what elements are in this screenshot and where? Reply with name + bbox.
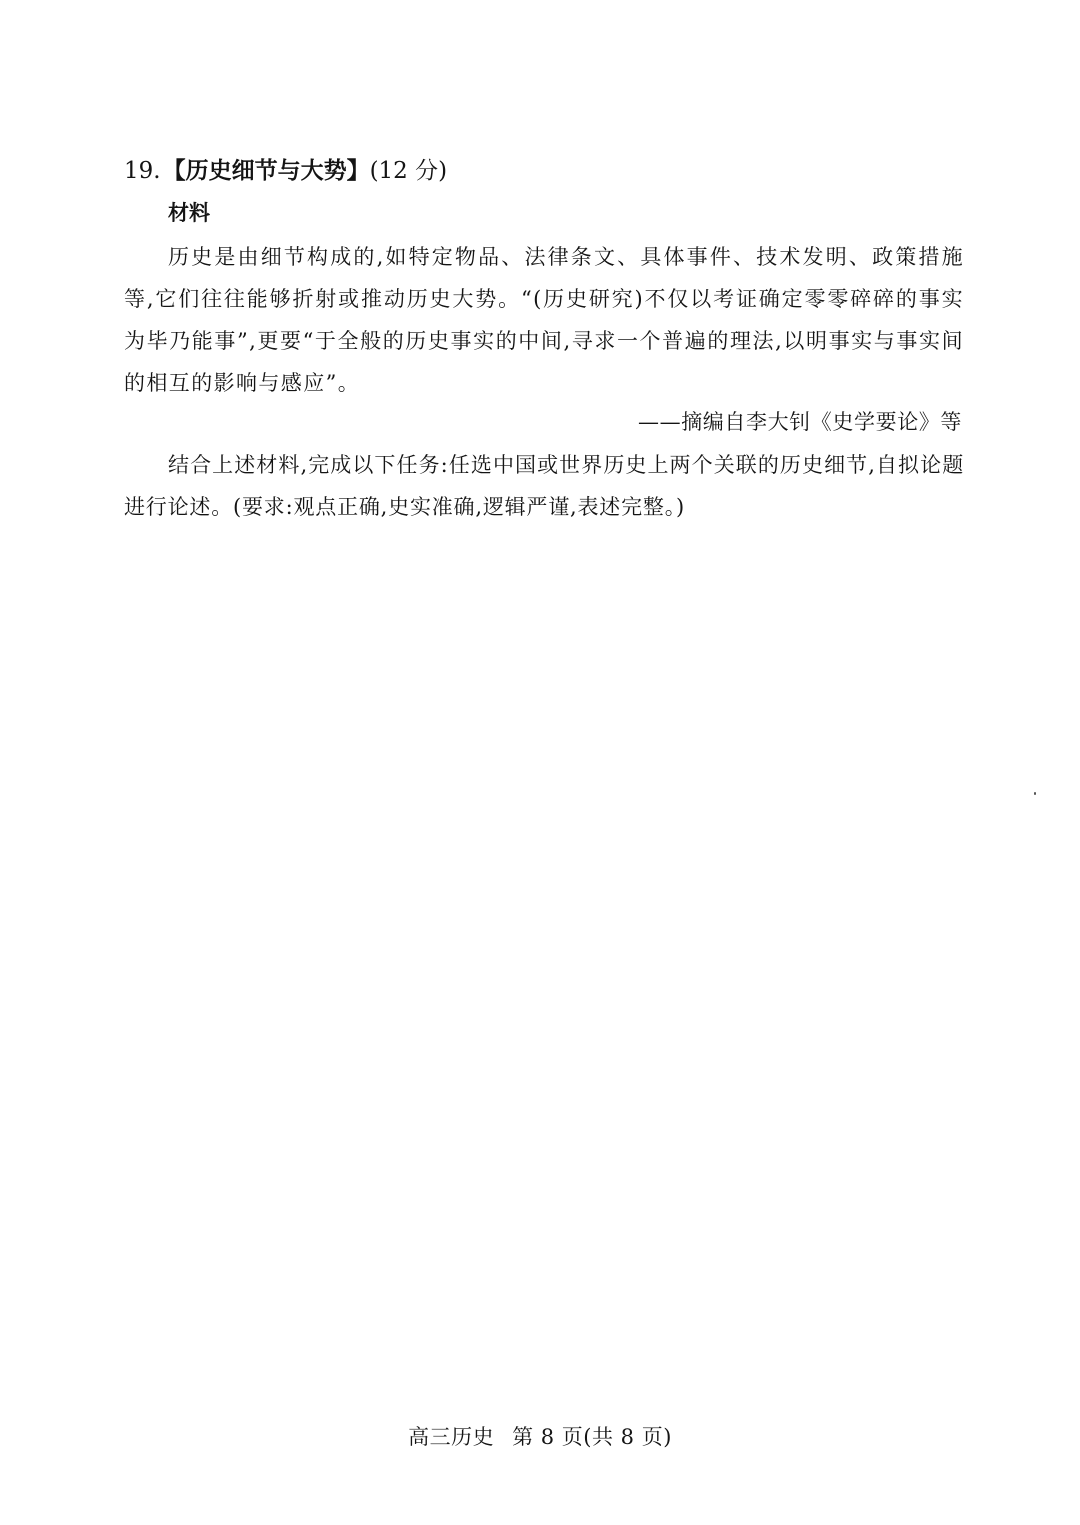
question-number: 19. — [124, 158, 161, 184]
question-topic: 历史细节与大势 — [185, 158, 347, 184]
task-instructions: 结合上述材料,完成以下任务:任选中国或世界历史上两个关联的历史细节,自拟论题进行论述。(要求:观点正确,史实准确,逻辑严谨,表述完整。) — [124, 453, 964, 519]
material-label: 材料 — [168, 201, 210, 225]
footer-subject: 高三历史 — [408, 1425, 495, 1449]
question-heading — [124, 153, 447, 189]
bracket-open: 【 — [162, 157, 186, 184]
scan-speck — [1034, 792, 1036, 795]
material-body: 历史是由细节构成的,如特定物品、法律条文、具体事件、技术发明、政策措施等,它们往往能够折射或推动历史大势。“(历史研究)不仅以考证确定零零碎碎的事实为毕乃能事”,更要“于全般的历史事实的中间,寻求一个普遍的理法,以明事实与事实间的相互的影响与感应”。 — [124, 245, 964, 395]
material-source: ——摘编自李大钊《史学要论》等 — [638, 410, 962, 434]
footer-page-info: 第 8 页(共 8 页) — [512, 1425, 672, 1449]
bracket-close: 】 — [346, 157, 370, 184]
page-footer — [0, 1417, 1080, 1457]
question-score: (12 分) — [369, 158, 448, 184]
